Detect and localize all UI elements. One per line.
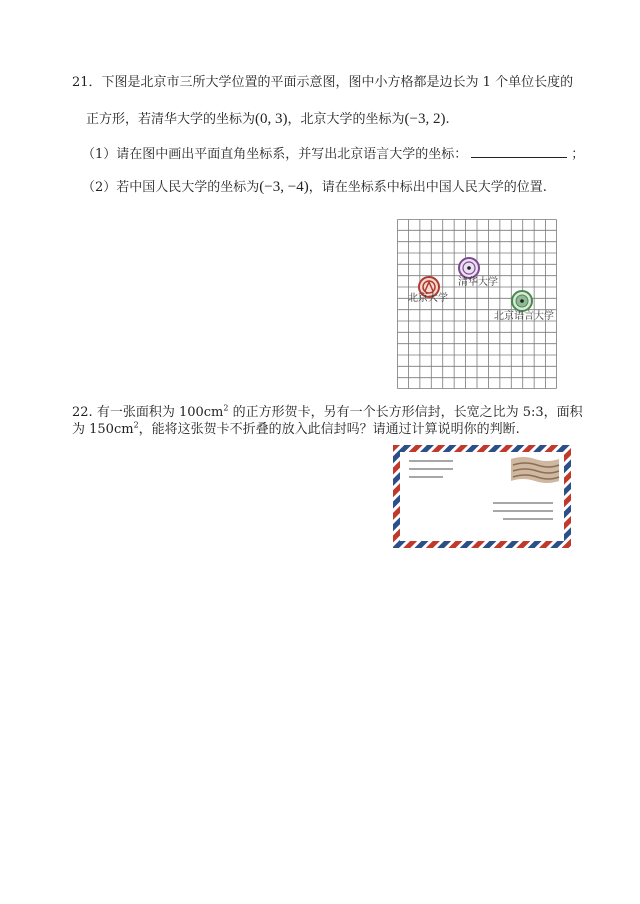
- q21-part-1: [82, 145, 584, 164]
- q21-stem-text-1: 下图是北京市三所大学位置的平面示意图，图中小方格都是边长为 1 个单位长度的: [101, 75, 574, 90]
- q21-stem-text-2c: .: [445, 112, 450, 127]
- q21-part-1-end: ；: [571, 147, 585, 162]
- q22-text-1b: 的正方形贺卡，另有一个长方形信封，长宽之比为 5:3，面积: [228, 405, 583, 420]
- peking-label: 北京大学: [408, 293, 448, 304]
- q21-part-2-text-b: ，请在坐标系中标出中国人民大学的位置.: [308, 180, 547, 195]
- q21-line-2: [86, 110, 450, 129]
- q22-line-1: [72, 404, 583, 422]
- grid-svg: [397, 219, 557, 389]
- envelope-svg: [393, 445, 571, 548]
- blcu-label: 北京语言大学: [494, 311, 554, 322]
- q21-part-1-text: （1）请在图中画出平面直角坐标系，并写出北京语言大学的坐标：: [82, 147, 468, 162]
- q21-part-2: [82, 178, 547, 197]
- peking-coordinate: (−3, 2): [404, 111, 446, 127]
- tsinghua-label: 清华大学: [458, 277, 498, 288]
- grid-lines: [398, 220, 557, 389]
- tsinghua-university-seal: [459, 258, 479, 278]
- blcu-seal: [512, 291, 532, 311]
- q22-superscript-2: 2: [133, 420, 139, 430]
- q22-text-1a: 有一张面积为 100cm: [96, 405, 224, 420]
- q22-text-2b: ，能将这张贺卡不折叠的放入此信封吗？请通过计算说明你的判断.: [138, 422, 520, 437]
- q21-stem-text-2b: ，北京大学的坐标为: [287, 112, 405, 127]
- q21-number: 21．: [72, 75, 102, 90]
- q21-part-2-text-a: （2）若中国人民大学的坐标为: [82, 180, 260, 195]
- answer-blank[interactable]: [471, 145, 567, 158]
- q21-stem-text-2a: 正方形，若清华大学的坐标为: [86, 112, 256, 127]
- q22-line-2: [72, 421, 520, 439]
- postmark-stamp: [511, 457, 559, 483]
- q22-superscript-1: 2: [223, 403, 229, 413]
- q22-text-2a: 为 150cm: [72, 422, 134, 437]
- q22-number: 22.: [72, 405, 93, 420]
- renmin-coordinate: (−3, −4): [259, 179, 309, 195]
- q21-line-1: [72, 74, 573, 92]
- envelope-illustration: [393, 445, 571, 548]
- tsinghua-coordinate: (0, 3): [255, 111, 288, 127]
- campus-grid-map: [397, 219, 557, 389]
